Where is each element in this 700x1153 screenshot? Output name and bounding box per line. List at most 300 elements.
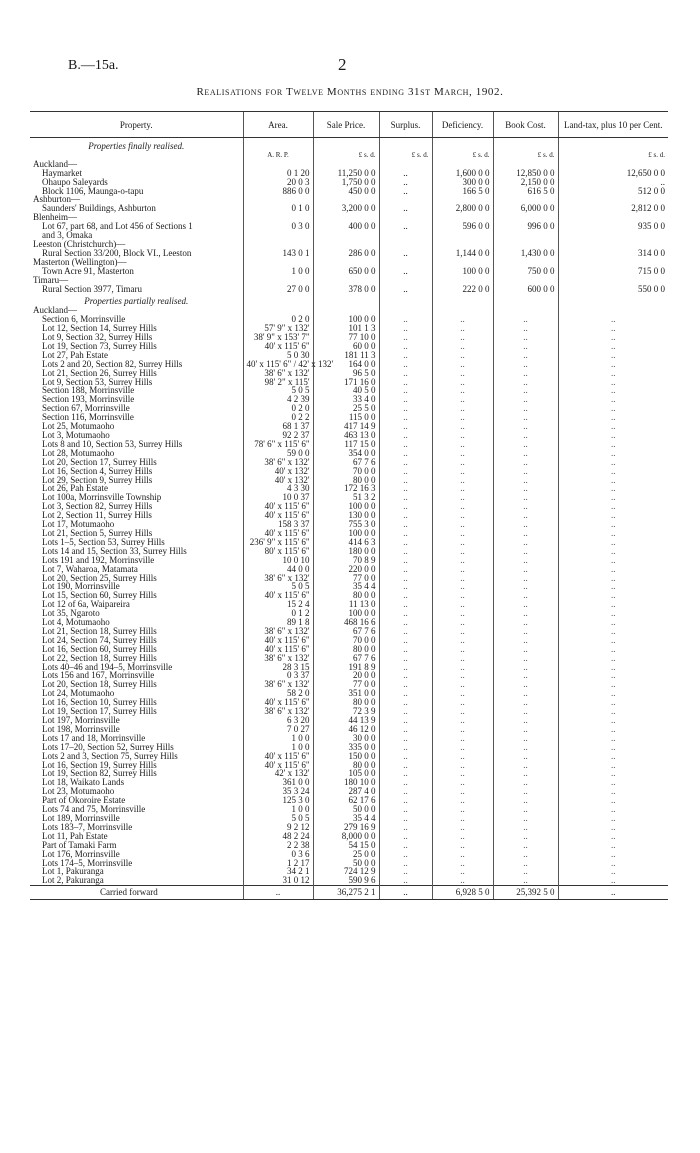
property-cell: Lot 19, Section 73, Surrey Hills <box>42 340 157 351</box>
sale-price-cell: 100 0 0 <box>313 502 379 511</box>
blank-value-cell: .. <box>432 378 493 387</box>
blank-value-cell: .. <box>558 449 668 458</box>
property-cell: Lot 7, Waharoa, Matamata <box>42 563 138 574</box>
column-header-area: Area. <box>243 112 313 138</box>
deficiency-cell: 2,800 0 0 <box>432 204 493 213</box>
blank-value-cell: .. <box>379 743 432 752</box>
column-header-surplus: Surplus. <box>379 112 432 138</box>
blank-value-cell: .. <box>432 458 493 467</box>
sale-price-cell: 414 6 3 <box>313 538 379 547</box>
area-cell: 0 3 37 <box>243 671 313 680</box>
blank-value-cell: .. <box>558 743 668 752</box>
blank-value-cell: .. <box>558 671 668 680</box>
book-cost-cell: 600 0 0 <box>493 285 558 294</box>
property-cell: Lot 21, Section 18, Surrey Hills <box>42 625 157 636</box>
property-cell: Lot 4, Motumaoho <box>42 617 110 628</box>
property-cell: Lot 24, Section 74, Surrey Hills <box>42 634 157 645</box>
blank-value-cell: .. <box>379 805 432 814</box>
land-tax-cell: 550 0 0 <box>558 285 668 294</box>
blank-value-cell: .. <box>432 574 493 583</box>
property-cell: Lot 35, Ngaroto <box>42 608 100 619</box>
blank-value-cell: .. <box>558 333 668 342</box>
blank-value-cell: .. <box>558 778 668 787</box>
property-cell: Lot 16, Section 10, Surrey Hills <box>42 697 157 708</box>
area-cell: 68 1 37 <box>243 422 313 431</box>
deficiency-total: 6,928 5 0 <box>432 886 493 900</box>
area-cell: 27 0 0 <box>243 285 313 294</box>
area-cell: 40' x 115' 6" / 42' x 132' <box>243 360 313 369</box>
blank-value-cell: .. <box>558 832 668 841</box>
book-cost-cell: 12,850 0 0 <box>493 169 558 178</box>
property-cell: Leeston (Christchurch)— <box>33 238 126 249</box>
blank-value-cell: .. <box>558 591 668 600</box>
property-cell: Lot 9, Section 32, Surrey Hills <box>42 332 153 343</box>
blank-value-cell: .. <box>379 395 432 404</box>
sale-price-cell: 101 1 3 <box>313 324 379 333</box>
property-cell: Lot 3, Section 82, Surrey Hills <box>42 501 153 512</box>
sale-price-cell: 335 0 0 <box>313 743 379 752</box>
area-cell: 28 3 15 <box>243 663 313 672</box>
blank-value-cell: .. <box>379 378 432 387</box>
blank-value-cell: .. <box>558 574 668 583</box>
area-cell: 40' x 115' 6" <box>243 591 313 600</box>
deficiency-cell: 166 5 0 <box>432 187 493 196</box>
blank-value-cell: .. <box>558 493 668 502</box>
carried-forward-row <box>30 886 668 900</box>
surplus-cell: .. <box>379 169 432 178</box>
blank-value-cell: .. <box>379 752 432 761</box>
blank-value-cell: .. <box>432 529 493 538</box>
blank-value-cell: .. <box>558 850 668 859</box>
blank-value-cell: .. <box>493 805 558 814</box>
property-cell: Lots 183–7, Morrinsville <box>42 821 133 832</box>
unit-label: £ s. d. <box>493 151 558 160</box>
blank-value-cell: .. <box>432 743 493 752</box>
blank-value-cell: .. <box>432 422 493 431</box>
area-cell: 48 2 24 <box>243 832 313 841</box>
area-cell: 40' x 115' 6" <box>243 698 313 707</box>
land-tax-cell: 314 0 0 <box>558 249 668 258</box>
sale-price-cell <box>313 231 379 240</box>
property-cell: Lot 25, Motumaoho <box>42 421 115 432</box>
blank-value-cell: .. <box>432 565 493 574</box>
sale-price-cell: 286 0 0 <box>313 249 379 258</box>
area-cell: 38' 6" x 132' <box>243 654 313 663</box>
blank-value-cell: .. <box>379 315 432 324</box>
blank-value-cell: .. <box>432 502 493 511</box>
empty-cell <box>558 293 668 306</box>
page-number: 2 <box>338 55 347 74</box>
property-cell: Lot 176, Morrinsville <box>42 848 120 859</box>
property-cell: Lot 28, Motumaoho <box>42 447 115 458</box>
sale-price-cell: 150 0 0 <box>313 752 379 761</box>
blank-value-cell: .. <box>493 476 558 485</box>
land-tax-cell: 715 0 0 <box>558 267 668 276</box>
area-cell: 158 3 37 <box>243 520 313 529</box>
area-cell: 98' 2" x 115' <box>243 378 313 387</box>
table-row <box>30 841 668 850</box>
property-cell: Lot 1, Pakuranga <box>42 866 104 877</box>
sale-price-cell: 96 5 0 <box>313 369 379 378</box>
blank-value-cell: .. <box>493 395 558 404</box>
blank-value-cell: .. <box>558 404 668 413</box>
blank-value-cell: .. <box>432 618 493 627</box>
area-cell: 0 1 2 <box>243 609 313 618</box>
table-row <box>30 222 668 231</box>
document-reference: B.—15a. <box>68 58 119 73</box>
land-tax-cell: .. <box>558 178 668 187</box>
sale-price-cell: 60 0 0 <box>313 342 379 351</box>
sale-price-cell: 25 0 0 <box>313 850 379 859</box>
deficiency-cell: 222 0 0 <box>432 285 493 294</box>
property-cell: Lots 17–20, Section 52, Surrey Hills <box>42 741 174 752</box>
area-cell: 1 0 0 <box>243 805 313 814</box>
blank-value-cell: .. <box>379 796 432 805</box>
blank-value-cell: .. <box>432 796 493 805</box>
blank-value-cell: .. <box>432 431 493 440</box>
blank-value-cell: .. <box>432 493 493 502</box>
area-cell: 35 3 24 <box>243 787 313 796</box>
sale-price-cell: 67 7 6 <box>313 627 379 636</box>
property-cell: Lots 17 and 18, Morrinsville <box>42 732 146 743</box>
sale-price-cell: 450 0 0 <box>313 187 379 196</box>
blank-value-cell: .. <box>379 351 432 360</box>
blank-value-cell: .. <box>493 333 558 342</box>
blank-value-cell: .. <box>558 867 668 876</box>
blank-value-cell: .. <box>432 440 493 449</box>
book-cost-cell: 6,000 0 0 <box>493 204 558 213</box>
blank-value-cell: .. <box>379 850 432 859</box>
blank-value-cell: .. <box>432 805 493 814</box>
blank-value-cell: .. <box>493 378 558 387</box>
blank-value-cell: .. <box>493 565 558 574</box>
sale-price-cell: 463 13 0 <box>313 431 379 440</box>
blank-value-cell: .. <box>558 716 668 725</box>
blank-value-cell: .. <box>493 458 558 467</box>
blank-value-cell: .. <box>558 876 668 885</box>
sale-price-cell: 1,750 0 0 <box>313 178 379 187</box>
blank-value-cell: .. <box>493 698 558 707</box>
area-cell: 5 0 5 <box>243 814 313 823</box>
property-cell: Lot 26, Pah Estate <box>42 483 108 494</box>
sale-price-total: 36,275 2 1 <box>313 886 379 900</box>
blank-value-cell: .. <box>432 663 493 672</box>
unit-label: £ s. d. <box>558 151 668 160</box>
blank-value-cell: .. <box>558 315 668 324</box>
blank-value-cell: .. <box>379 841 432 850</box>
blank-value-cell: .. <box>493 342 558 351</box>
deficiency-cell <box>432 231 493 240</box>
blank-value-cell: .. <box>558 431 668 440</box>
blank-value-cell: .. <box>493 645 558 654</box>
area-cell: 0 3 0 <box>243 222 313 231</box>
blank-value-cell: .. <box>432 324 493 333</box>
property-cell: Section 193, Morrinsville <box>42 394 135 405</box>
blank-value-cell: .. <box>379 556 432 565</box>
carried-forward-label: Carried forward <box>30 886 243 900</box>
area-cell: 44 0 0 <box>243 565 313 574</box>
blank-value-cell: .. <box>379 574 432 583</box>
blank-value-cell: .. <box>432 636 493 645</box>
property-cell: Lots 156 and 167, Morrinsville <box>42 670 155 681</box>
blank-value-cell: .. <box>379 502 432 511</box>
blank-value-cell: .. <box>379 467 432 476</box>
property-cell: Lot 3, Motumaoho <box>42 430 110 440</box>
blank-value-cell: .. <box>558 378 668 387</box>
sale-price-cell: 417 14 9 <box>313 422 379 431</box>
blank-value-cell: .. <box>493 859 558 868</box>
land-tax-cell <box>558 231 668 240</box>
property-cell: Lots 74 and 75, Morrinsville <box>42 804 146 815</box>
blank-value-cell: .. <box>558 502 668 511</box>
blank-value-cell: .. <box>379 529 432 538</box>
sale-price-cell: 11,250 0 0 <box>313 169 379 178</box>
blank-value-cell: .. <box>432 814 493 823</box>
blank-value-cell: .. <box>558 796 668 805</box>
blank-value-cell: .. <box>379 876 432 885</box>
blank-value-cell: .. <box>493 743 558 752</box>
area-cell: 0 2 0 <box>243 315 313 324</box>
blank-value-cell: .. <box>558 752 668 761</box>
area-cell: 40' x 115' 6" <box>243 761 313 770</box>
blank-value-cell: .. <box>558 609 668 618</box>
area-cell: 1 2 17 <box>243 859 313 868</box>
blank-value-cell: .. <box>379 431 432 440</box>
blank-value-cell: .. <box>432 547 493 556</box>
blank-value-cell: .. <box>558 547 668 556</box>
book-cost-cell: 750 0 0 <box>493 267 558 276</box>
area-cell: 38' 6" x 132' <box>243 707 313 716</box>
unit-label: A. R. P. <box>243 151 313 160</box>
blank-value-cell: .. <box>558 761 668 770</box>
blank-value-cell: .. <box>379 324 432 333</box>
area-cell: 5 0 5 <box>243 582 313 591</box>
property-cell: Lot 2, Section 11, Surrey Hills <box>42 510 152 521</box>
area-cell: 80' x 115' 6" <box>243 547 313 556</box>
blank-value-cell: .. <box>379 476 432 485</box>
blank-value-cell: .. <box>493 449 558 458</box>
area-cell: 6 3 20 <box>243 716 313 725</box>
area-cell: 38' 6" x 132' <box>243 369 313 378</box>
sale-price-cell: 8,000 0 0 <box>313 832 379 841</box>
sale-price-cell: 50 0 0 <box>313 859 379 868</box>
sale-price-cell: 100 0 0 <box>313 315 379 324</box>
blank-value-cell: .. <box>432 752 493 761</box>
blank-value-cell: .. <box>379 360 432 369</box>
property-cell: Section 6, Morrinsville <box>42 314 126 325</box>
blank-value-cell: .. <box>379 511 432 520</box>
area-cell: 58 2 0 <box>243 689 313 698</box>
blank-value-cell: .. <box>493 511 558 520</box>
blank-value-cell: .. <box>558 511 668 520</box>
area-cell: 9 2 12 <box>243 823 313 832</box>
sale-price-cell: 80 0 0 <box>313 698 379 707</box>
property-cell: Lot 16, Section 19, Surrey Hills <box>42 759 157 770</box>
surplus-cell: .. <box>379 285 432 294</box>
property-cell: Part of Tamaki Farm <box>42 839 117 850</box>
sale-price-cell: 77 10 0 <box>313 333 379 342</box>
table-row <box>30 805 668 814</box>
blank-value-cell: .. <box>379 422 432 431</box>
blank-value-cell: .. <box>493 778 558 787</box>
sale-price-cell: 70 8 9 <box>313 556 379 565</box>
area-cell: 236' 9" x 115' 6" <box>243 538 313 547</box>
blank-value-cell: .. <box>432 369 493 378</box>
blank-value-cell: .. <box>379 520 432 529</box>
area-cell: 10 0 37 <box>243 493 313 502</box>
section-heading-finally <box>30 138 668 151</box>
blank-value-cell: .. <box>379 654 432 663</box>
units-row <box>30 151 668 160</box>
blank-value-cell: .. <box>379 787 432 796</box>
table-row <box>30 187 668 196</box>
section-title: Properties partially realised. <box>84 296 189 307</box>
sale-price-cell: 105 0 0 <box>313 769 379 778</box>
sale-price-cell: 35 4 4 <box>313 582 379 591</box>
area-cell: .. <box>243 886 313 900</box>
land-tax-cell: 935 0 0 <box>558 222 668 231</box>
empty-cell <box>379 293 432 306</box>
blank-value-cell: .. <box>379 761 432 770</box>
property-cell: Blenheim— <box>33 212 77 223</box>
sale-price-cell: 220 0 0 <box>313 565 379 574</box>
realisations-table <box>30 111 668 900</box>
blank-value-cell: .. <box>379 386 432 395</box>
land-tax-cell: 2,812 0 0 <box>558 204 668 213</box>
blank-value-cell: .. <box>432 671 493 680</box>
blank-value-cell: .. <box>493 787 558 796</box>
property-cell: Lot 22, Section 18, Surrey Hills <box>42 652 157 663</box>
blank-value-cell: .. <box>432 850 493 859</box>
surplus-cell: .. <box>379 267 432 276</box>
column-header-book-cost: Book Cost. <box>493 112 558 138</box>
blank-value-cell: .. <box>558 805 668 814</box>
sale-price-cell: 650 0 0 <box>313 267 379 276</box>
blank-value-cell: .. <box>558 645 668 654</box>
table-title: Realisations for Twelve Months ending 31st March, 1902. <box>196 86 504 98</box>
blank-value-cell: .. <box>379 600 432 609</box>
property-cell: Lot 19, Section 82, Surrey Hills <box>42 768 157 779</box>
unit-label: £ s. d. <box>379 151 432 160</box>
property-cell: Lot 19, Section 17, Surrey Hills <box>42 706 157 717</box>
sale-price-cell: 351 0 0 <box>313 689 379 698</box>
land-tax-cell: 12,650 0 0 <box>558 169 668 178</box>
property-cell: Section 67, Morrinsville <box>42 403 130 414</box>
sale-price-cell: 35 4 4 <box>313 814 379 823</box>
property-cell: Rural Section 3977, Timaru <box>42 283 143 294</box>
surplus-cell: .. <box>379 187 432 196</box>
blank-value-cell: .. <box>493 440 558 449</box>
blank-value-cell: .. <box>379 449 432 458</box>
blank-value-cell: .. <box>432 707 493 716</box>
blank-value-cell: .. <box>379 645 432 654</box>
blank-value-cell: .. <box>432 689 493 698</box>
area-cell: 0 2 2 <box>243 413 313 422</box>
surplus-cell: .. <box>379 249 432 258</box>
blank-value-cell: .. <box>379 734 432 743</box>
blank-value-cell: .. <box>432 556 493 565</box>
blank-value-cell: .. <box>379 609 432 618</box>
blank-value-cell: .. <box>558 565 668 574</box>
blank-value-cell: .. <box>493 493 558 502</box>
property-cell: Auckland— <box>33 305 77 316</box>
blank-value-cell: .. <box>379 680 432 689</box>
blank-value-cell: .. <box>493 707 558 716</box>
sale-price-cell: 70 0 0 <box>313 636 379 645</box>
area-cell: 143 0 1 <box>243 249 313 258</box>
blank-value-cell: .. <box>432 609 493 618</box>
area-cell: 4 3 30 <box>243 484 313 493</box>
blank-value-cell: .. <box>493 484 558 493</box>
blank-value-cell: .. <box>493 351 558 360</box>
blank-value-cell: .. <box>379 565 432 574</box>
blank-value-cell: .. <box>379 413 432 422</box>
property-cell: Lots 8 and 10, Section 53, Surrey Hills <box>42 438 183 449</box>
blank-value-cell: .. <box>493 823 558 832</box>
sale-price-cell: 117 15 0 <box>313 440 379 449</box>
sale-price-cell: 51 3 2 <box>313 493 379 502</box>
blank-value-cell: .. <box>493 663 558 672</box>
sale-price-cell: 468 16 6 <box>313 618 379 627</box>
property-cell: Lot 190, Morrinsville <box>42 581 120 592</box>
sale-price-cell: 180 10 0 <box>313 778 379 787</box>
deficiency-cell: 1,600 0 0 <box>432 169 493 178</box>
property-cell: Lots 14 and 15, Section 33, Surrey Hills <box>42 545 187 556</box>
property-cell: Lot 12 of 6a, Waipareira <box>42 599 130 610</box>
blank-value-cell: .. <box>432 859 493 868</box>
blank-value-cell: .. <box>558 627 668 636</box>
sale-price-cell: 100 0 0 <box>313 529 379 538</box>
column-header-deficiency: Deficiency. <box>432 112 493 138</box>
deficiency-cell: 596 0 0 <box>432 222 493 231</box>
area-cell: 31 0 12 <box>243 876 313 885</box>
blank-value-cell: .. <box>379 618 432 627</box>
property-cell: Lot 20, Section 17, Surrey Hills <box>42 456 157 467</box>
blank-value-cell: .. <box>493 386 558 395</box>
blank-value-cell: .. <box>493 369 558 378</box>
property-cell: Block 1106, Maunga-o-tapu <box>42 185 144 196</box>
blank-value-cell: .. <box>558 663 668 672</box>
sale-price-cell: 67 7 6 <box>313 458 379 467</box>
blank-value-cell: .. <box>432 778 493 787</box>
blank-value-cell: .. <box>432 867 493 876</box>
surplus-total: .. <box>379 886 432 900</box>
blank-value-cell: .. <box>432 360 493 369</box>
blank-value-cell: .. <box>432 832 493 841</box>
sale-price-cell: 20 0 0 <box>313 671 379 680</box>
area-cell: 59 0 0 <box>243 449 313 458</box>
blank-value-cell: .. <box>379 636 432 645</box>
blank-value-cell: .. <box>558 556 668 565</box>
blank-value-cell: .. <box>379 627 432 636</box>
unit-label: £ s. d. <box>432 151 493 160</box>
area-cell: 4 2 39 <box>243 395 313 404</box>
blank-value-cell: .. <box>493 467 558 476</box>
blank-value-cell: .. <box>493 716 558 725</box>
blank-value-cell: .. <box>493 609 558 618</box>
property-cell: Lot 189, Morrinsville <box>42 812 120 823</box>
blank-value-cell: .. <box>432 333 493 342</box>
property-cell: Lots 40–46 and 194–5, Morrinsville <box>42 661 173 672</box>
blank-value-cell: .. <box>493 582 558 591</box>
sale-price-cell: 72 3 9 <box>313 707 379 716</box>
blank-value-cell: .. <box>493 422 558 431</box>
blank-value-cell: .. <box>379 689 432 698</box>
area-cell: 38' 9" x 153' 7" <box>243 333 313 342</box>
empty-cell <box>313 293 379 306</box>
blank-value-cell: .. <box>493 761 558 770</box>
area-cell: 34 2 1 <box>243 867 313 876</box>
